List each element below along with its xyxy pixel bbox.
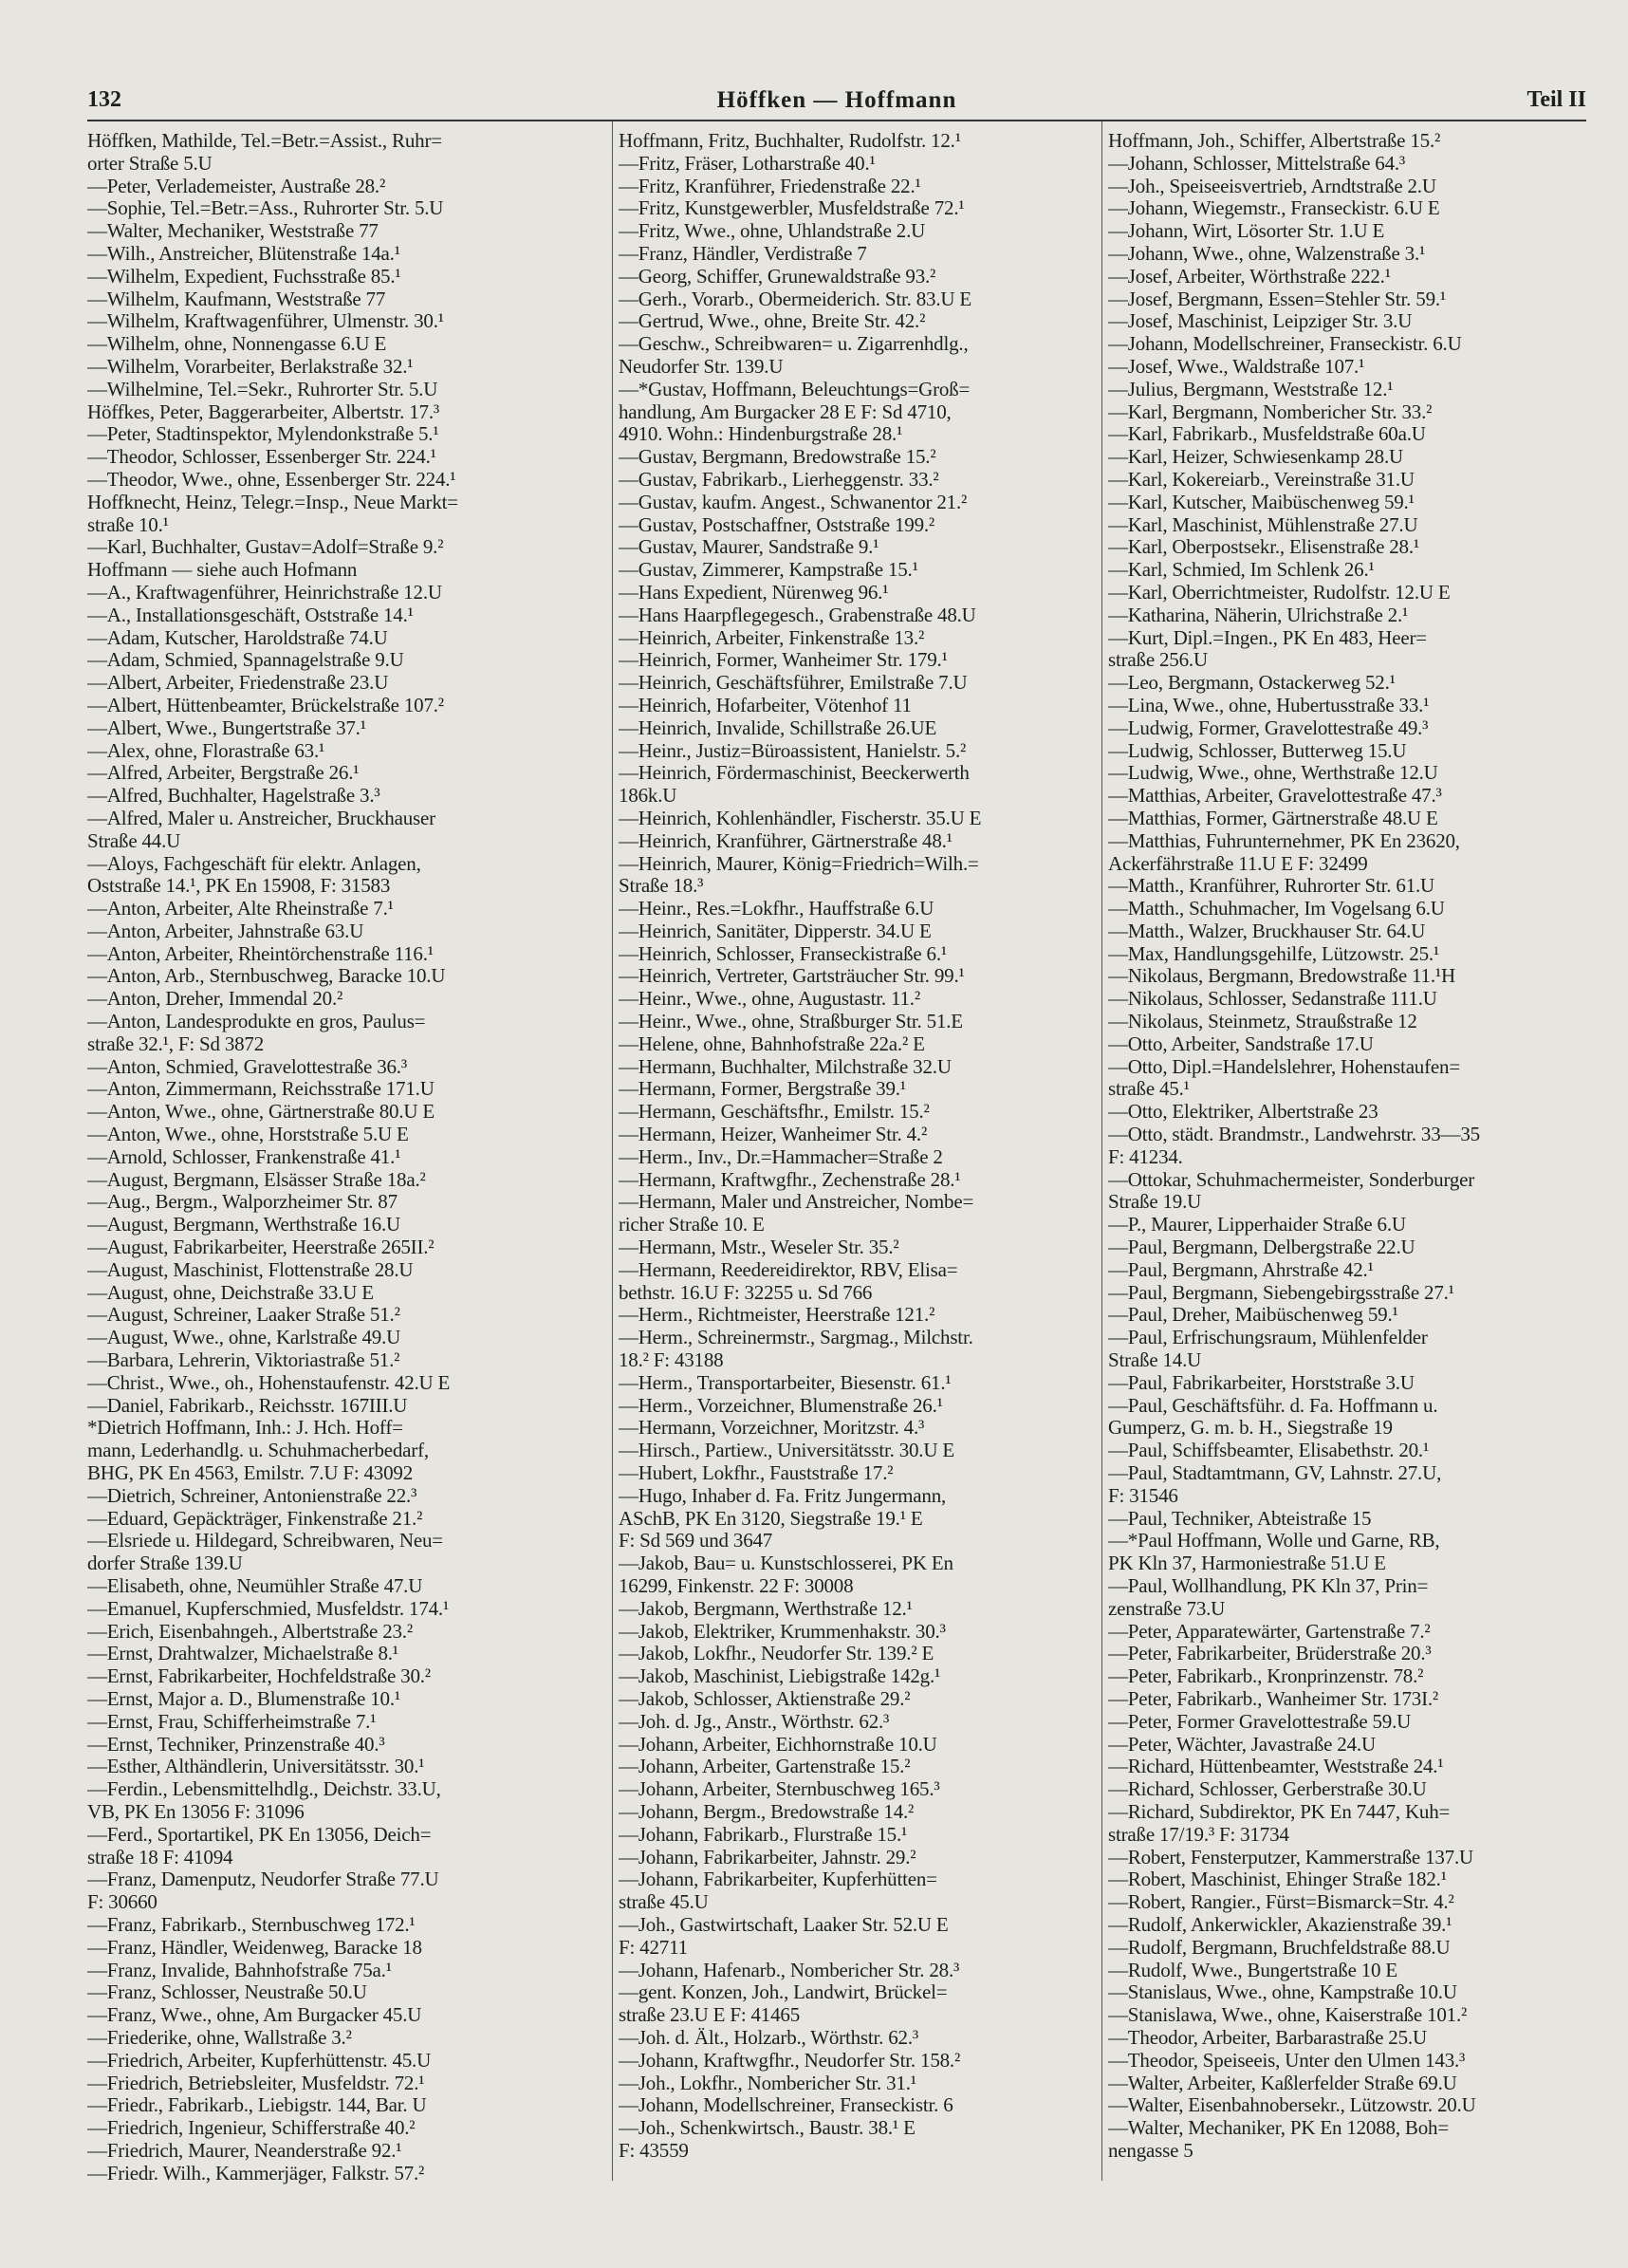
directory-entry-line: —Peter, Stadtinspektor, Mylendonkstraße 5.¹ (87, 423, 439, 446)
directory-entry-line: straße 10.¹ (87, 513, 169, 536)
directory-entry-line: —Paul, Erfrischungsraum, Mühlenfelder (1108, 1327, 1428, 1349)
directory-entry-line: —*Paul Hoffmann, Wolle und Garne, RB, (1108, 1530, 1440, 1552)
directory-entry-line: —P., Maurer, Lipperhaider Straße 6.U (1108, 1214, 1406, 1236)
directory-entry-line: —Anton, Schmied, Gravelottestraße 36.³ (87, 1055, 407, 1078)
directory-entry-line: —Paul, Geschäftsführ. d. Fa. Hoffmann u. (1108, 1394, 1438, 1417)
directory-entry-line: —Ernst, Major a. D., Blumenstraße 10.¹ (87, 1687, 400, 1710)
directory-entry-line: —Adam, Kutscher, Haroldstraße 74.U (87, 626, 388, 649)
directory-entry-line: VB, PK En 13056 F: 31096 (87, 1800, 305, 1823)
directory-column-3 (1108, 130, 1592, 2163)
directory-entry-line: —Fritz, Kranführer, Friedenstraße 22.¹ (619, 175, 921, 197)
directory-entry-line: —Hermann, Mstr., Weseler Str. 35.² (619, 1236, 899, 1259)
directory-entry-line: —Otto, Arbeiter, Sandstraße 17.U (1108, 1032, 1374, 1055)
directory-entry-line: —Franz, Invalide, Bahnhofstraße 75a.¹ (87, 1959, 392, 1981)
directory-entry-line: —Walter, Eisenbahnobersekr., Lützowstr. 20.U (1108, 2094, 1476, 2117)
directory-entry-line: —Karl, Bergmann, Nombericher Str. 33.² (1108, 400, 1433, 423)
directory-entry-line: —*Gustav, Hoffmann, Beleuchtungs=Groß= (619, 378, 971, 400)
directory-entry-line: —Matth., Walzer, Bruckhauser Str. 64.U (1108, 920, 1426, 942)
directory-entry-line: —Ernst, Techniker, Prinzenstraße 40.³ (87, 1733, 385, 1756)
directory-entry-line: —Otto, Elektriker, Albertstraße 23 (1108, 1101, 1378, 1124)
directory-entry-line: ASchB, PK En 3120, Siegstraße 19.¹ E (619, 1507, 923, 1530)
directory-entry-line: —Hubert, Lokfhr., Fauststraße 17.² (619, 1462, 894, 1485)
directory-entry-line: —Gustav, Zimmerer, Kampstraße 15.¹ (619, 559, 918, 582)
directory-entry-line: —Heinrich, Schlosser, Franseckistraße 6.¹ (619, 942, 948, 965)
directory-entry-line: —Paul, Dreher, Maibüschenweg 59.¹ (1108, 1304, 1398, 1327)
directory-entry-line: Neudorfer Str. 139.U (619, 355, 784, 378)
directory-entry-line: —Heinrich, Former, Wanheimer Str. 179.¹ (619, 649, 948, 672)
directory-entry-line: —Hans Expedient, Nürenweg 96.¹ (619, 581, 889, 604)
directory-entry-line: —Heinrich, Vertreter, Gartsträucher Str. 99.¹ (619, 965, 965, 988)
directory-entry-line: Höffkes, Peter, Baggerarbeiter, Albertstr. 17.³ (87, 400, 439, 423)
directory-entry-line: —August, Schreiner, Laaker Straße 51.² (87, 1304, 400, 1327)
directory-entry-line: —Alfred, Buchhalter, Hagelstraße 3.³ (87, 785, 380, 808)
directory-entry-line: —Theodor, Wwe., ohne, Essenberger Str. 224.¹ (87, 468, 456, 491)
directory-entry-line: —Aloys, Fachgeschäft für elektr. Anlagen, (87, 852, 421, 875)
directory-entry-line: —Albert, Hüttenbeamter, Brückelstraße 107.² (87, 694, 444, 716)
directory-entry-line: —Julius, Bergmann, Weststraße 12.¹ (1108, 378, 1394, 400)
directory-entry-line: —Geschw., Schreibwaren= u. Zigarrenhdlg., (619, 333, 969, 356)
directory-entry-line: —Wilhelm, ohne, Nonnengasse 6.U E (87, 333, 387, 356)
directory-entry-line: —Rudolf, Wwe., Bungertstraße 10 E (1108, 1959, 1398, 1981)
directory-entry-line: Hoffknecht, Heinz, Telegr.=Insp., Neue Markt= (87, 491, 458, 513)
directory-entry-line: F: 31546 (1108, 1484, 1178, 1507)
directory-entry-line: —Karl, Kokereiarb., Vereinstraße 31.U (1108, 468, 1415, 491)
directory-entry-line: —Otto, städt. Brandmstr., Landwehrstr. 33—35 (1108, 1124, 1480, 1146)
directory-entry-line: —Heinrich, Maurer, König=Friedrich=Wilh.= (619, 852, 979, 875)
directory-entry-line: Oststraße 14.¹, PK En 15908, F: 31583 (87, 875, 391, 898)
directory-entry-line: —Franz, Fabrikarb., Sternbuschweg 172.¹ (87, 1913, 416, 1936)
directory-entry-line: —Anton, Arb., Sternbuschweg, Baracke 10.U (87, 965, 446, 988)
directory-entry-line: bethstr. 16.U F: 32255 u. Sd 766 (619, 1281, 873, 1304)
directory-entry-line: zenstraße 73.U (1108, 1597, 1226, 1620)
directory-entry-line: —Ottokar, Schuhmachermeister, Sonderburger (1108, 1168, 1475, 1191)
directory-entry-line: 186k.U (619, 785, 677, 808)
directory-entry-line: —Fritz, Kunstgewerbler, Musfeldstraße 72.¹ (619, 197, 965, 220)
directory-entry-line: —Kurt, Dipl.=Ingen., PK En 483, Heer= (1108, 626, 1427, 649)
directory-entry-line: —August, Bergmann, Elsässer Straße 18a.² (87, 1168, 426, 1191)
directory-entry-line: —Wilh., Anstreicher, Blütenstraße 14a.¹ (87, 242, 400, 265)
directory-entry-line: Straße 14.U (1108, 1349, 1202, 1372)
directory-entry-line: —Paul, Fabrikarbeiter, Horststraße 3.U (1108, 1371, 1415, 1394)
directory-entry-line: —Anton, Zimmermann, Reichsstraße 171.U (87, 1078, 435, 1101)
directory-entry-line: —Matthias, Former, Gärtnerstraße 48.U E (1108, 807, 1438, 829)
directory-entry-line: BHG, PK En 4563, Emilstr. 7.U F: 43092 (87, 1462, 414, 1485)
directory-entry-line: richer Straße 10. E (619, 1214, 765, 1236)
directory-entry-line: —Robert, Fensterputzer, Kammerstraße 137.U (1108, 1846, 1473, 1868)
directory-entry-line: —Peter, Fabrikarbeiter, Brüderstraße 20.³ (1108, 1643, 1432, 1665)
directory-entry-line: F: 30660 (87, 1891, 157, 1914)
directory-entry-line: —Joh. d. Jg., Anstr., Wörthstr. 62.³ (619, 1710, 890, 1733)
directory-entry-line: —Peter, Verlademeister, Austraße 28.² (87, 175, 386, 197)
directory-entry-line: —Eduard, Gepäckträger, Finkenstraße 21.² (87, 1507, 423, 1530)
directory-entry-line: PK Kln 37, Harmoniestraße 51.U E (1108, 1552, 1386, 1575)
directory-entry-line: —Alfred, Maler u. Anstreicher, Bruckhauser (87, 807, 435, 829)
directory-entry-line: straße 45.U (619, 1891, 709, 1914)
directory-entry-line: F: Sd 569 und 3647 (619, 1530, 773, 1552)
directory-entry-line: —Karl, Buchhalter, Gustav=Adolf=Straße 9.² (87, 536, 444, 559)
directory-entry-line: —Peter, Fabrikarb., Kronprinzenstr. 78.² (1108, 1665, 1424, 1688)
directory-entry-line: 16299, Finkenstr. 22 F: 30008 (619, 1575, 854, 1597)
directory-entry-line: —Ludwig, Wwe., ohne, Werthstraße 12.U (1108, 762, 1438, 785)
directory-entry-line: —Jakob, Lokfhr., Neudorfer Str. 139.² E (619, 1643, 934, 1665)
directory-entry-line: —Josef, Wwe., Waldstraße 107.¹ (1108, 355, 1365, 378)
directory-entry-line: —Franz, Händler, Verdistraße 7 (619, 242, 867, 265)
directory-entry-line: —Stanislaus, Wwe., ohne, Kampstraße 10.U (1108, 1981, 1457, 2004)
directory-entry-line: mann, Lederhandlg. u. Schuhmacherbedarf, (87, 1440, 429, 1462)
directory-entry-line: —Friedrich, Ingenieur, Schifferstraße 40.² (87, 2117, 416, 2140)
directory-entry-line: —Rudolf, Ankerwickler, Akazienstraße 39.¹ (1108, 1913, 1452, 1936)
directory-entry-line: —Stanislawa, Wwe., ohne, Kaiserstraße 101.² (1108, 2004, 1468, 2027)
directory-entry-line: —Johann, Wwe., ohne, Walzenstraße 3.¹ (1108, 242, 1426, 265)
directory-entry-line: —Hans Haarpflegegesch., Grabenstraße 48.U (619, 604, 976, 626)
directory-entry-line: —Heinrich, Kohlenhändler, Fischerstr. 35.U E (619, 807, 982, 829)
directory-entry-line: —Walter, Arbeiter, Kaßlerfelder Straße 69.U (1108, 2072, 1457, 2094)
directory-entry-line: —Anton, Dreher, Immendal 20.² (87, 988, 343, 1011)
directory-entry-line: *Dietrich Hoffmann, Inh.: J. Hch. Hoff= (87, 1417, 403, 1440)
directory-entry-line: —Herm., Transportarbeiter, Biesenstr. 61.¹ (619, 1371, 952, 1394)
directory-entry-line: —Wilhelm, Kaufmann, Weststraße 77 (87, 288, 386, 310)
directory-entry-line: —Johann, Bergm., Bredowstraße 14.² (619, 1800, 915, 1823)
directory-entry-line: —Franz, Damenputz, Neudorfer Straße 77.U (87, 1868, 439, 1891)
directory-entry-line: —Josef, Maschinist, Leipziger Str. 3.U (1108, 310, 1413, 333)
directory-entry-line: —Karl, Schmied, Im Schlenk 26.¹ (1108, 559, 1375, 582)
directory-entry-line: —Heinr., Justiz=Büroassistent, Hanielstr. 5.² (619, 739, 967, 762)
directory-entry-line: —Lina, Wwe., ohne, Hubertusstraße 33.¹ (1108, 694, 1430, 716)
directory-entry-line: —Herm., Richtmeister, Heerstraße 121.² (619, 1304, 935, 1327)
directory-entry-line: —Albert, Wwe., Bungertstraße 37.¹ (87, 716, 366, 739)
page-number: 132 (87, 87, 121, 112)
directory-entry-line: —August, Bergmann, Werthstraße 16.U (87, 1214, 400, 1236)
directory-entry-line: —Johann, Hafenarb., Nombericher Str. 28.³ (619, 1959, 960, 1981)
directory-entry-line: —Gerh., Vorarb., Obermeiderich. Str. 83.U E (619, 288, 972, 310)
directory-column-1 (87, 130, 576, 2185)
directory-entry-line: Gumperz, G. m. b. H., Siegstraße 19 (1108, 1417, 1393, 1440)
directory-entry-line: —Johann, Modellschreiner, Franseckistr. 6.U (1108, 333, 1462, 356)
directory-entry-line: Straße 19.U (1108, 1191, 1202, 1214)
directory-entry-line: Hoffmann — siehe auch Hofmann (87, 559, 358, 582)
directory-entry-line: —Friederike, ohne, Wallstraße 3.² (87, 2026, 352, 2049)
directory-entry-line: —Johann, Wirt, Lösorter Str. 1.U E (1108, 220, 1385, 243)
directory-entry-line: —Alfred, Arbeiter, Bergstraße 26.¹ (87, 762, 360, 785)
directory-entry-line: —Matth., Schuhmacher, Im Vogelsang 6.U (1108, 898, 1445, 920)
directory-entry-line: —Ludwig, Schlosser, Butterweg 15.U (1108, 739, 1407, 762)
directory-entry-line: —Ernst, Frau, Schifferheimstraße 7.¹ (87, 1710, 377, 1733)
directory-entry-line: —Johann, Arbeiter, Gartenstraße 15.² (619, 1756, 911, 1778)
directory-entry-line: —Theodor, Arbeiter, Barbarastraße 25.U (1108, 2026, 1427, 2049)
directory-entry-line: —Fritz, Fräser, Lotharstraße 40.¹ (619, 152, 876, 175)
running-title: Höffken — Hoffmann (716, 87, 957, 113)
directory-entry-line: —Johann, Schlosser, Mittelstraße 64.³ (1108, 152, 1406, 175)
directory-entry-line: —Helene, ohne, Bahnhofstraße 22a.² E (619, 1032, 925, 1055)
directory-entry-line: —Anton, Arbeiter, Alte Rheinstraße 7.¹ (87, 898, 394, 920)
directory-entry-line: —Nikolaus, Steinmetz, Straußstraße 12 (1108, 1011, 1417, 1033)
directory-entry-line: nengasse 5 (1108, 2139, 1193, 2162)
directory-entry-line: —Ernst, Drahtwalzer, Michaelstraße 8.¹ (87, 1643, 398, 1665)
directory-entry-line: straße 23.U E F: 41465 (619, 2004, 800, 2027)
directory-entry-line: —Ernst, Fabrikarbeiter, Hochfeldstraße 30.² (87, 1665, 431, 1688)
directory-entry-line: —Max, Handlungsgehilfe, Lützowstr. 25.¹ (1108, 942, 1440, 965)
directory-entry-line: —Joh. d. Ält., Holzarb., Wörthstr. 62.³ (619, 2026, 918, 2049)
directory-entry-line: —Matthias, Fuhrunternehmer, PK En 23620, (1108, 829, 1460, 852)
directory-entry-line: straße 256.U (1108, 649, 1208, 672)
directory-entry-line: —Friedr., Fabrikarb., Liebigstr. 144, Bar. U (87, 2094, 427, 2117)
directory-entry-line: —A., Kraftwagenführer, Heinrichstraße 12.U (87, 581, 442, 604)
directory-entry-line: —Alex, ohne, Florastraße 63.¹ (87, 739, 325, 762)
directory-entry-line: —Joh., Gastwirtschaft, Laaker Str. 52.U E (619, 1913, 949, 1936)
directory-entry-line: —Franz, Wwe., ohne, Am Burgacker 45.U (87, 2004, 422, 2027)
directory-entry-line: —Elsriede u. Hildegard, Schreibwaren, Neu= (87, 1530, 443, 1552)
directory-entry-line: —Wilhelm, Vorarbeiter, Berlakstraße 32.¹ (87, 355, 414, 378)
directory-entry-line: —Hermann, Geschäftsfhr., Emilstr. 15.² (619, 1101, 930, 1124)
page-header (87, 87, 1586, 121)
directory-entry-line: —Ferdin., Lebensmittelhdlg., Deichstr. 33.U, (87, 1778, 441, 1801)
directory-entry-line: —Friedrich, Maurer, Neanderstraße 92.¹ (87, 2139, 402, 2162)
directory-entry-line: 4910. Wohn.: Hindenburgstraße 28.¹ (619, 423, 903, 446)
directory-entry-line: —Franz, Schlosser, Neustraße 50.U (87, 1981, 367, 2004)
directory-entry-line: —Barbara, Lehrerin, Viktoriastraße 51.² (87, 1349, 400, 1372)
directory-entry-line: —Johann, Kraftwgfhr., Neudorfer Str. 158.² (619, 2049, 961, 2072)
directory-entry-line: —Richard, Subdirektor, PK En 7447, Kuh= (1108, 1800, 1451, 1823)
directory-entry-line: —Gustav, Maurer, Sandstraße 9.¹ (619, 536, 879, 559)
directory-entry-line: —Dietrich, Schreiner, Antonienstraße 22.³ (87, 1484, 417, 1507)
directory-entry-line: —Friedrich, Arbeiter, Kupferhüttenstr. 45.U (87, 2049, 432, 2072)
directory-entry-line: —Jakob, Elektriker, Krummenhakstr. 30.³ (619, 1620, 946, 1643)
directory-entry-line: —Hugo, Inhaber d. Fa. Fritz Jungermann, (619, 1484, 947, 1507)
directory-entry-line: —Aug., Bergm., Walporzheimer Str. 87 (87, 1191, 398, 1214)
directory-entry-line: —Heinrich, Invalide, Schillstraße 26.UE (619, 716, 937, 739)
directory-entry-line: —August, Wwe., ohne, Karlstraße 49.U (87, 1327, 401, 1349)
directory-entry-line: —August, Maschinist, Flottenstraße 28.U (87, 1258, 414, 1281)
directory-column-2 (619, 130, 1107, 2163)
directory-entry-line: —Wilhelmine, Tel.=Sekr., Ruhrorter Str. 5.U (87, 378, 438, 400)
directory-entry-line: —Hermann, Reedereidirektor, RBV, Elisa= (619, 1258, 958, 1281)
directory-entry-line: —Hermann, Maler und Anstreicher, Nombe= (619, 1191, 974, 1214)
directory-entry-line: —Paul, Bergmann, Delbergstraße 22.U (1108, 1236, 1415, 1259)
directory-entry-line: dorfer Straße 139.U (87, 1552, 243, 1575)
directory-entry-line: —Theodor, Speiseeis, Unter den Ulmen 143.³ (1108, 2049, 1466, 2072)
directory-entry-line: —Esther, Althändlerin, Universitätsstr. 30.¹ (87, 1756, 425, 1778)
directory-entry-line: —Josef, Bergmann, Essen=Stehler Str. 59.¹ (1108, 288, 1447, 310)
directory-entry-line: —Matthias, Arbeiter, Gravelottestraße 47.³ (1108, 785, 1442, 808)
directory-entry-line: —Ludwig, Former, Gravelottestraße 49.³ (1108, 716, 1429, 739)
directory-entry-line: —Karl, Fabrikarb., Musfeldstraße 60a.U (1108, 423, 1426, 446)
directory-entry-line: —Franz, Händler, Weidenweg, Baracke 18 (87, 1936, 422, 1959)
directory-entry-line: —Erich, Eisenbahngeh., Albertstraße 23.² (87, 1620, 413, 1643)
directory-entry-line: —Rudolf, Bergmann, Bruchfeldstraße 88.U (1108, 1936, 1451, 1959)
directory-entry-line: —Richard, Schlosser, Gerberstraße 30.U (1108, 1778, 1427, 1801)
directory-entry-line: —Hirsch., Partiew., Universitätsstr. 30.U E (619, 1440, 954, 1462)
directory-entry-line: —Peter, Fabrikarb., Wanheimer Str. 173I.² (1108, 1687, 1439, 1710)
directory-entry-line: —Johann, Modellschreiner, Franseckistr. 6 (619, 2094, 953, 2117)
directory-entry-line: —Heinr., Res.=Lokfhr., Hauffstraße 6.U (619, 898, 934, 920)
directory-entry-line: —Johann, Fabrikarb., Flurstraße 15.¹ (619, 1823, 908, 1846)
directory-entry-line: straße 45.¹ (1108, 1078, 1190, 1101)
directory-entry-line: —Heinr., Wwe., ohne, Straßburger Str. 51.E (619, 1011, 963, 1033)
directory-entry-line: —Jakob, Bau= u. Kunstschlosserei, PK En (619, 1552, 953, 1575)
directory-entry-line: —Johann, Wiegemstr., Franseckistr. 6.U E (1108, 197, 1440, 220)
directory-entry-line: —Paul, Bergmann, Siebengebirgsstraße 27.¹ (1108, 1281, 1454, 1304)
directory-entry-line: —Theodor, Schlosser, Essenberger Str. 224.¹ (87, 446, 436, 469)
directory-entry-line: —Gertrud, Wwe., ohne, Breite Str. 42.² (619, 310, 926, 333)
directory-entry-line: —Karl, Oberrichtmeister, Rudolfstr. 12.U E (1108, 581, 1451, 604)
directory-entry-line: —Friedrich, Betriebsleiter, Musfeldstr. 72.¹ (87, 2072, 425, 2094)
directory-entry-line: —Paul, Schiffsbeamter, Elisabethstr. 20.¹ (1108, 1440, 1430, 1462)
directory-entry-line: F: 43559 (619, 2139, 689, 2162)
directory-entry-line: —Paul, Techniker, Abteistraße 15 (1108, 1507, 1372, 1530)
directory-entry-line: —August, Fabrikarbeiter, Heerstraße 265II.² (87, 1236, 435, 1259)
directory-entry-line: Straße 18.³ (619, 875, 704, 898)
directory-entry-line: —Karl, Maschinist, Mühlenstraße 27.U (1108, 513, 1418, 536)
directory-entry-line: handlung, Am Burgacker 28 E F: Sd 4710, (619, 400, 952, 423)
directory-entry-line: —Johann, Arbeiter, Eichhornstraße 10.U (619, 1733, 937, 1756)
directory-entry-line: —A., Installationsgeschäft, Oststraße 14.¹ (87, 604, 414, 626)
directory-entry-line: —Herm., Inv., Dr.=Hammacher=Straße 2 (619, 1145, 943, 1168)
directory-entry-line: —Hermann, Buchhalter, Milchstraße 32.U (619, 1055, 952, 1078)
directory-entry-line: —Peter, Wächter, Javastraße 24.U (1108, 1733, 1376, 1756)
directory-entry-line: —Hermann, Kraftwgfhr., Zechenstraße 28.¹ (619, 1168, 961, 1191)
directory-entry-line: —Anton, Arbeiter, Rheintörchenstraße 116.¹ (87, 942, 434, 965)
directory-entry-line: —Sophie, Tel.=Betr.=Ass., Ruhrorter Str. 5.U (87, 197, 444, 220)
directory-entry-line: —Hermann, Vorzeichner, Moritzstr. 4.³ (619, 1417, 925, 1440)
directory-entry-line: —Gustav, kaufm. Angest., Schwanentor 21.² (619, 491, 968, 513)
directory-entry-line: —Peter, Former Gravelottestraße 59.U (1108, 1710, 1412, 1733)
directory-entry-line: —Anton, Wwe., ohne, Horststraße 5.U E (87, 1124, 409, 1146)
directory-entry-line: —Herm., Schreinermstr., Sargmag., Milchstr. (619, 1327, 973, 1349)
directory-entry-line: —Robert, Maschinist, Ehinger Straße 182.¹ (1108, 1868, 1447, 1891)
directory-entry-line: straße 17/19.³ F: 31734 (1108, 1823, 1289, 1846)
directory-entry-line: —Emanuel, Kupferschmied, Musfeldstr. 174.¹ (87, 1597, 450, 1620)
directory-entry-line: —Heinrich, Fördermaschinist, Beeckerwerth (619, 762, 970, 785)
directory-entry-line: —Heinrich, Hofarbeiter, Vötenhof 11 (619, 694, 912, 716)
directory-entry-line: F: 41234. (1108, 1145, 1183, 1168)
directory-entry-line: —Anton, Wwe., ohne, Gärtnerstraße 80.U E (87, 1101, 435, 1124)
directory-entry-line: Hoffmann, Fritz, Buchhalter, Rudolfstr. 12.¹ (619, 130, 961, 152)
directory-entry-line: —Nikolaus, Schlosser, Sedanstraße 111.U (1108, 988, 1437, 1011)
part-label: Teil II (1526, 87, 1586, 112)
directory-entry-line: —Richard, Hüttenbeamter, Weststraße 24.¹ (1108, 1756, 1444, 1778)
directory-entry-line: —Otto, Dipl.=Handelslehrer, Hohenstaufen= (1108, 1055, 1460, 1078)
directory-entry-line: —Ferd., Sportartikel, PK En 13056, Deich= (87, 1823, 432, 1846)
directory-entry-line: —Leo, Bergmann, Ostackerweg 52.¹ (1108, 672, 1396, 695)
directory-entry-line: —Heinrich, Sanitäter, Dipperstr. 34.U E (619, 920, 932, 942)
directory-entry-line: —Robert, Rangier., Fürst=Bismarck=Str. 4.² (1108, 1891, 1454, 1914)
directory-entry-line: Ackerfährstraße 11.U E F: 32499 (1108, 852, 1368, 875)
directory-entry-line: —Gustav, Bergmann, Bredowstraße 15.² (619, 446, 936, 469)
directory-entry-line: F: 42711 (619, 1936, 688, 1959)
directory-entry-line: —Johann, Fabrikarbeiter, Kupferhütten= (619, 1868, 937, 1891)
directory-entry-line: —Joh., Speiseeisvertrieb, Arndtstraße 2.U (1108, 175, 1436, 197)
directory-entry-line: —Josef, Arbeiter, Wörthstraße 222.¹ (1108, 265, 1391, 288)
directory-entry-line: —Joh., Lokfhr., Nombericher Str. 31.¹ (619, 2072, 916, 2094)
directory-entry-line: —Heinr., Wwe., ohne, Augustastr. 11.² (619, 988, 920, 1011)
directory-entry-line: —Gustav, Fabrikarb., Lierheggenstr. 33.² (619, 468, 939, 491)
directory-entry-line: —Matth., Kranführer, Ruhrorter Str. 61.U (1108, 875, 1435, 898)
directory-entry-line: straße 18 F: 41094 (87, 1846, 233, 1868)
directory-entry-line: —Adam, Schmied, Spannagelstraße 9.U (87, 649, 404, 672)
directory-entry-line: —Jakob, Bergmann, Werthstraße 12.¹ (619, 1597, 913, 1620)
directory-entry-line: —Johann, Arbeiter, Sternbuschweg 165.³ (619, 1778, 940, 1801)
directory-entry-line: orter Straße 5.U (87, 152, 213, 175)
directory-entry-line: —Paul, Wollhandlung, PK Kln 37, Prin= (1108, 1575, 1429, 1597)
directory-entry-line: —Karl, Oberpostsekr., Elisenstraße 28.¹ (1108, 536, 1420, 559)
directory-entry-line: —Heinrich, Geschäftsführer, Emilstraße 7.U (619, 672, 968, 695)
directory-entry-line: —Jakob, Maschinist, Liebigstraße 142g.¹ (619, 1665, 941, 1688)
directory-entry-line: —Daniel, Fabrikarb., Reichsstr. 167III.U (87, 1394, 408, 1417)
directory-entry-line: —Arnold, Schlosser, Frankenstraße 41.¹ (87, 1145, 401, 1168)
directory-entry-line: —Karl, Heizer, Schwiesenkamp 28.U (1108, 446, 1403, 469)
directory-entry-line: —Joh., Schenkwirtsch., Baustr. 38.¹ E (619, 2117, 916, 2140)
directory-entry-line: —August, ohne, Deichstraße 33.U E (87, 1281, 374, 1304)
directory-entry-line: —Hermann, Former, Bergstraße 39.¹ (619, 1078, 906, 1101)
directory-entry-line: —Albert, Arbeiter, Friedenstraße 23.U (87, 672, 389, 695)
directory-entry-line: —Heinrich, Arbeiter, Finkenstraße 13.² (619, 626, 925, 649)
directory-entry-line: —Walter, Mechaniker, Weststraße 77 (87, 220, 379, 243)
directory-entry-line: Straße 44.U (87, 829, 181, 852)
directory-entry-line: —Herm., Vorzeichner, Blumenstraße 26.¹ (619, 1394, 943, 1417)
directory-entry-line: —Peter, Apparatewärter, Gartenstraße 7.² (1108, 1620, 1431, 1643)
directory-entry-line: —Christ., Wwe., oh., Hohenstaufenstr. 42.U E (87, 1371, 451, 1394)
directory-entry-line: —Elisabeth, ohne, Neumühler Straße 47.U (87, 1575, 423, 1597)
directory-entry-line: —Wilhelm, Kraftwagenführer, Ulmenstr. 30.¹ (87, 310, 444, 333)
directory-entry-line: —Anton, Landesprodukte en gros, Paulus= (87, 1011, 426, 1033)
directory-entry-line: —gent. Konzen, Joh., Landwirt, Brückel= (619, 1981, 948, 2004)
directory-entry-line: —Fritz, Wwe., ohne, Uhlandstraße 2.U (619, 220, 926, 243)
directory-entry-line: —Friedr. Wilh., Kammerjäger, Falkstr. 57.² (87, 2162, 425, 2184)
directory-entry-line: Hoffmann, Joh., Schiffer, Albertstraße 15.² (1108, 130, 1441, 152)
directory-entry-line: —Hermann, Heizer, Wanheimer Str. 4.² (619, 1124, 928, 1146)
directory-entry-line: —Wilhelm, Expedient, Fuchsstraße 85.¹ (87, 265, 401, 288)
column-divider (612, 121, 613, 2181)
directory-entry-line: —Nikolaus, Bergmann, Bredowstraße 11.¹H (1108, 965, 1455, 988)
directory-entry-line: Höffken, Mathilde, Tel.=Betr.=Assist., Ruhr= (87, 130, 442, 152)
directory-entry-line: straße 32.¹, F: Sd 3872 (87, 1032, 265, 1055)
directory-entry-line: —Johann, Fabrikarbeiter, Jahnstr. 29.² (619, 1846, 916, 1868)
directory-entry-line: —Heinrich, Kranführer, Gärtnerstraße 48.¹ (619, 829, 953, 852)
directory-entry-line: —Paul, Bergmann, Ahrstraße 42.¹ (1108, 1258, 1374, 1281)
directory-entry-line: —Jakob, Schlosser, Aktienstraße 29.² (619, 1687, 911, 1710)
directory-entry-line: —Katharina, Näherin, Ulrichstraße 2.¹ (1108, 604, 1409, 626)
directory-entry-line: —Georg, Schiffer, Grunewaldstraße 93.² (619, 265, 936, 288)
directory-entry-line: 18.² F: 43188 (619, 1349, 724, 1372)
directory-entry-line: —Gustav, Postschaffner, Oststraße 199.² (619, 513, 935, 536)
directory-entry-line: —Anton, Arbeiter, Jahnstraße 63.U (87, 920, 364, 942)
directory-entry-line: —Paul, Stadtamtmann, GV, Lahnstr. 27.U, (1108, 1462, 1442, 1485)
directory-entry-line: —Walter, Mechaniker, PK En 12088, Boh= (1108, 2117, 1449, 2140)
directory-entry-line: —Karl, Kutscher, Maibüschenweg 59.¹ (1108, 491, 1415, 513)
